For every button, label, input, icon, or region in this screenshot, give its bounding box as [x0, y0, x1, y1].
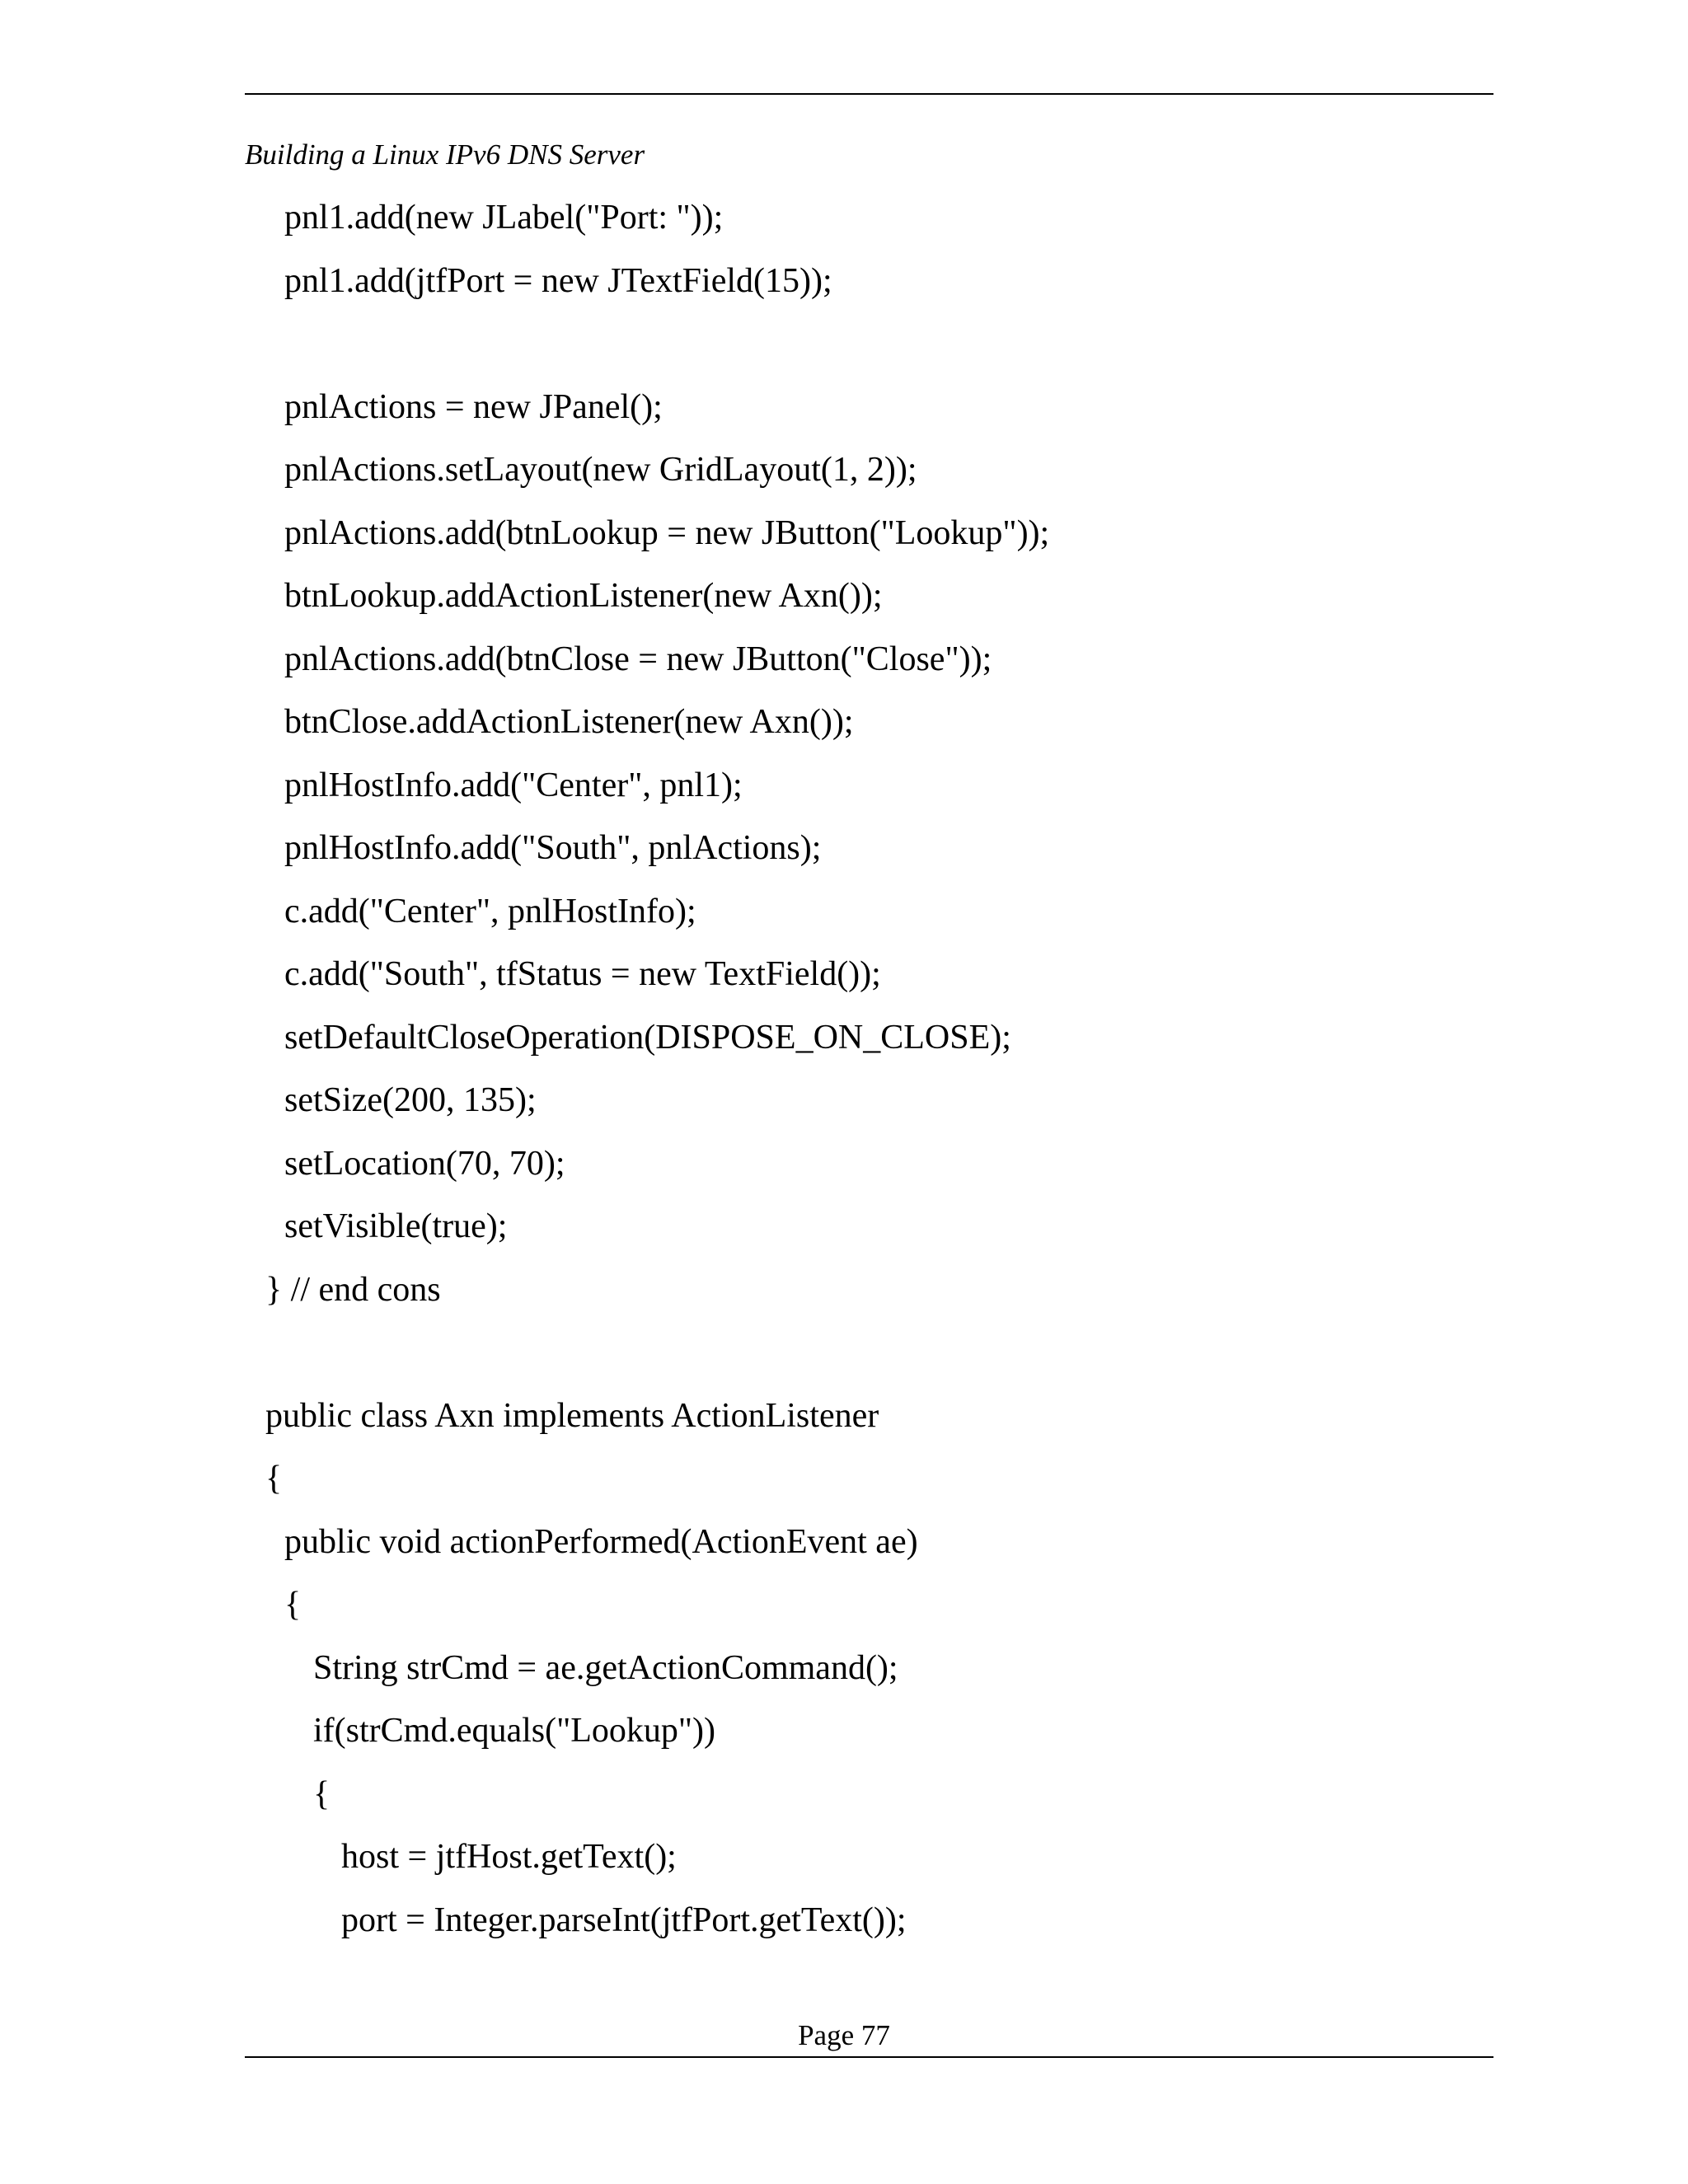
code-line: pnl1.add(new JLabel("Port: "));	[284, 199, 724, 237]
page-number: Page 77	[798, 2019, 890, 2051]
code-line: setSize(200, 135);	[284, 1081, 537, 1119]
code-line: host = jtfHost.getText();	[341, 1838, 677, 1876]
code-line: pnlHostInfo.add("Center", pnl1);	[284, 766, 743, 804]
code-line: pnlActions.add(btnClose = new JButton("Close"));	[284, 640, 992, 678]
code-line: pnlActions.setLayout(new GridLayout(1, 2));	[284, 451, 917, 489]
footer-rule	[245, 2056, 1493, 2058]
code-line: pnlActions.add(btnLookup = new JButton("Lookup"));	[284, 513, 1050, 552]
code-line: public class Axn implements ActionListener	[265, 1396, 879, 1435]
code-line: btnLookup.addActionListener(new Axn());	[284, 577, 883, 615]
code-line: pnl1.add(jtfPort = new JTextField(15));	[284, 261, 832, 300]
code-line: {	[284, 1586, 302, 1624]
code-line: setLocation(70, 70);	[284, 1144, 565, 1183]
code-line: public void actionPerformed(ActionEvent ae)	[284, 1522, 918, 1561]
code-line: pnlActions = new JPanel();	[284, 387, 663, 426]
running-header-title: Building a Linux IPv6 DNS Server	[245, 138, 645, 171]
code-line: } // end cons	[265, 1270, 441, 1309]
code-line: {	[313, 1774, 331, 1813]
code-line: port = Integer.parseInt(jtfPort.getText());	[341, 1900, 907, 1939]
code-line: {	[265, 1460, 283, 1497]
code-line: String strCmd = ae.getActionCommand();	[313, 1648, 898, 1687]
code-line: c.add("South", tfStatus = new TextField());	[284, 955, 881, 993]
code-line: setVisible(true);	[284, 1207, 508, 1245]
header-rule	[245, 93, 1493, 95]
code-line: c.add("Center", pnlHostInfo);	[284, 892, 696, 930]
code-line: if(strCmd.equals("Lookup"))	[313, 1712, 716, 1750]
code-line: btnClose.addActionListener(new Axn());	[284, 703, 854, 741]
code-line: setDefaultCloseOperation(DISPOSE_ON_CLOSE);	[284, 1018, 1011, 1057]
code-line: pnlHostInfo.add("South", pnlActions);	[284, 829, 822, 867]
